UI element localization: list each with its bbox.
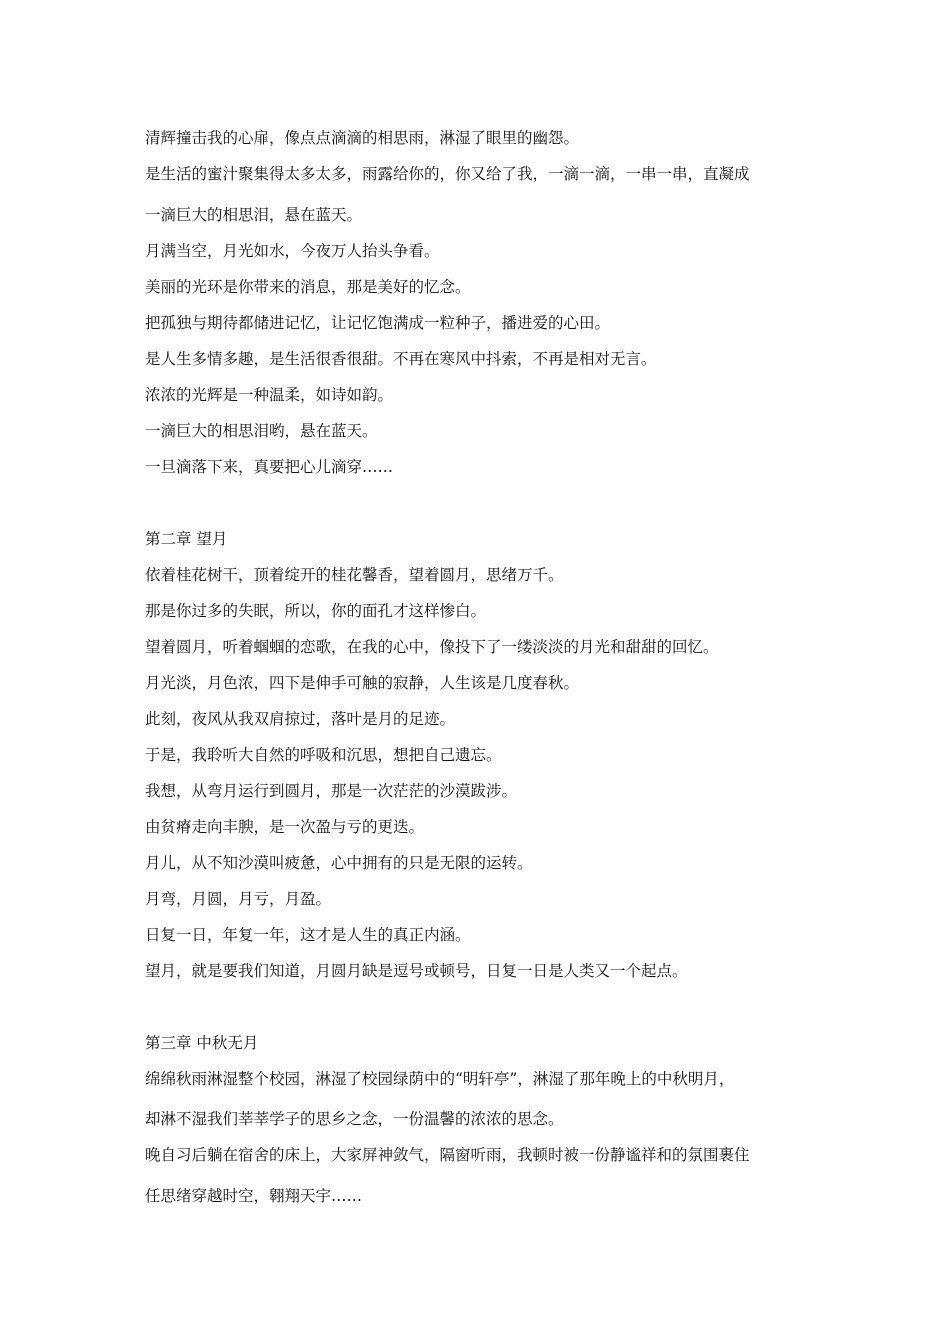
paragraph-line: 一滴巨大的相思泪哟，悬在蓝天。 (145, 422, 378, 440)
paragraph-line: 美丽的光环是你带来的消息，那是美好的忆念。 (145, 278, 471, 296)
paragraph-line: 月满当空，月光如水，今夜万人抬头争看。 (145, 242, 440, 260)
paragraph-line: 晚自习后躺在宿舍的床上，大家屏神敛气，隔窗听雨，我顿时被一份静谧祥和的氛围裹住 (145, 1146, 750, 1164)
paragraph-line: 月弯，月圆，月亏，月盈。 (145, 890, 332, 908)
paragraph-line: 清辉撞击我的心扉，像点点滴滴的相思雨，淋湿了眼里的幽怨。 (145, 129, 580, 147)
paragraph-line: 我想，从弯月运行到圆月，那是一次茫茫的沙漠跋涉。 (145, 782, 518, 800)
paragraph-line: 此刻，夜风从我双肩掠过，落叶是月的足迹。 (145, 710, 456, 728)
paragraph-line: 是生活的蜜汁聚集得太多太多，雨露给你的，你又给了我，一滴一滴，一串一串，直凝成 (145, 165, 750, 183)
paragraph-line: 把孤独与期待都储进记忆，让记忆饱满成一粒种子，播进爱的心田。 (145, 314, 611, 332)
paragraph-line: 是人生多情多趣，是生活很香很甜。不再在寒风中抖索，不再是相对无言。 (145, 350, 657, 368)
paragraph-line: 任思绪穿越时空，翱翔天宇…… (145, 1187, 363, 1205)
paragraph-line: 那是你过多的失眠，所以，你的面孔才这样惨白。 (145, 602, 487, 620)
paragraph-line: 月光淡，月色浓，四下是伸手可触的寂静，人生该是几度春秋。 (145, 674, 580, 692)
paragraph-line: 却淋不湿我们莘莘学子的思乡之念，一份温馨的浓浓的思念。 (145, 1110, 564, 1128)
paragraph-line: 一滴巨大的相思泪，悬在蓝天。 (145, 206, 363, 224)
paragraph-line: 依着桂花树干，顶着绽开的桂花馨香，望着圆月，思绪万千。 (145, 566, 564, 584)
chapter-heading: 第二章 望月 (145, 530, 228, 548)
paragraph-line: 由贫瘠走向丰腴，是一次盈与亏的更迭。 (145, 818, 425, 836)
paragraph-line: 绵绵秋雨淋湿整个校园，淋湿了校园绿荫中的“明轩亭”，淋湿了那年晚上的中秋明月， (145, 1070, 735, 1088)
paragraph-line: 浓浓的光辉是一种温柔，如诗如韵。 (145, 386, 394, 404)
paragraph-line: 日复一日，年复一年，这才是人生的真正内涵。 (145, 926, 471, 944)
paragraph-line: 望着圆月，听着蝈蝈的恋歌，在我的心中，像投下了一缕淡淡的月光和甜甜的回忆。 (145, 638, 719, 656)
paragraph-line: 望月，就是要我们知道，月圆月缺是逗号或顿号，日复一日是人类又一个起点。 (145, 962, 688, 980)
paragraph-line: 一旦滴落下来，真要把心儿滴穿…… (145, 458, 394, 476)
chapter-heading: 第三章 中秋无月 (145, 1034, 259, 1052)
paragraph-line: 于是，我聆听大自然的呼吸和沉思，想把自己遗忘。 (145, 746, 502, 764)
paragraph-line: 月儿，从不知沙漠叫疲惫，心中拥有的只是无限的运转。 (145, 854, 533, 872)
